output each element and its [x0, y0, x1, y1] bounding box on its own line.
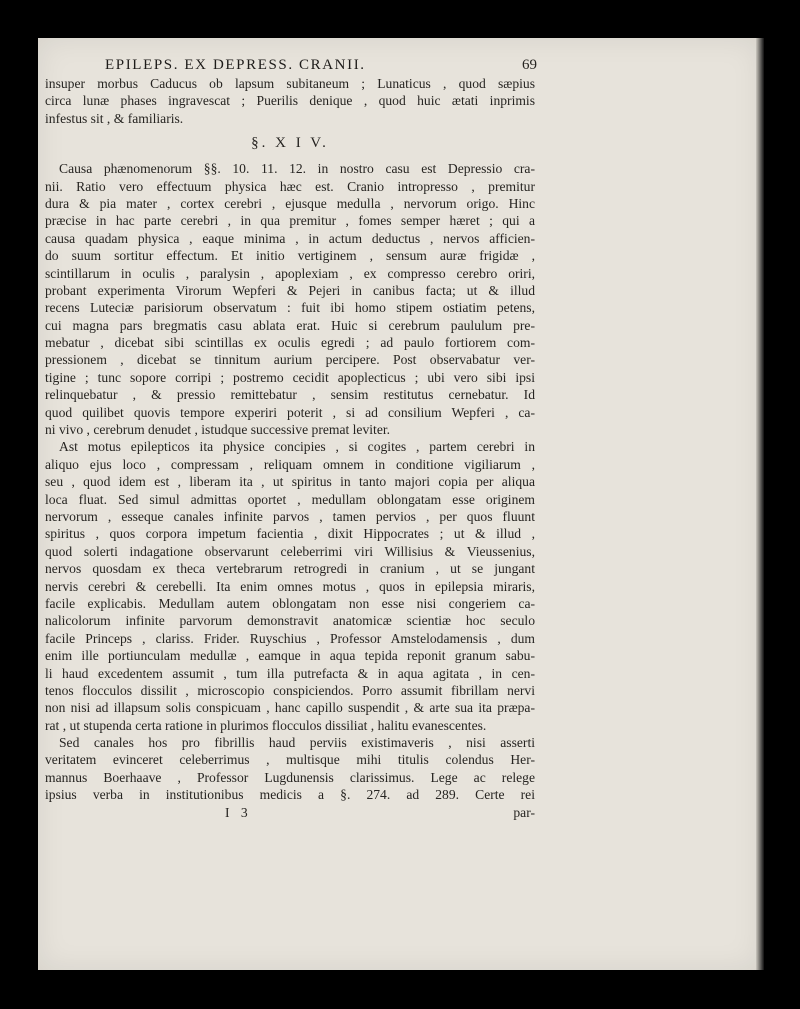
text-line: mannus Boerhaave , Professor Lugdunensis clarissimus. Lege ac relege	[45, 769, 535, 785]
text-line: rat , ut stupenda certa ratione in plurimos flocculos dissiliat , halitu evanescentes.	[45, 717, 487, 733]
text-line: facile explicabis. Medullam autem oblongatam non esse nisi congeriem ca-	[45, 595, 535, 611]
running-head	[45, 56, 535, 75]
text-line: nalicolorum infinite parvorum demonstravit anatomicæ scientiæ hoc seculo	[45, 613, 535, 629]
text-line: probant experimenta Virorum Wepferi & Pejeri in canibus facta; ut & illud	[45, 282, 535, 298]
text-line: circa lunæ phases ingravescat ; Puerilis denique , quod huic ætati inprimis	[45, 93, 535, 109]
running-head-title: EPILEPS. EX DEPRESS. CRANII.	[105, 57, 366, 73]
text-line: aliquo ejus loco , compressam , reliquam omnem in conditione vigiliarum ,	[45, 456, 535, 472]
text-line: tenos flocculos dissilit , microscopio conspiciendos. Porro assumit fibrillam nervi	[45, 682, 535, 698]
text-line: mebatur , dicebat sibi scintillas ex oculis egredi ; ad paulo fortiorem com-	[45, 335, 535, 351]
text-line: non nisi ad illapsum solis conspicuam , hanc capillo suspendit , & arte sua ita præpa-	[45, 700, 535, 716]
text-line: causa quadam physica , eaque minima , in actum deductus , nervos afficien-	[45, 230, 535, 246]
page-edge-shadow	[756, 38, 764, 970]
text-line: quod quilibet quovis tempore experiri poterit , si ad consilium Wepferi , ca-	[45, 404, 535, 420]
text-line: ni vivo , cerebrum denudet , istudque successive premat leviter.	[45, 422, 391, 438]
text-line: loca fluat. Sed simul admittas oportet , medullam oblongatam esse originem	[45, 491, 535, 507]
paragraph-1	[45, 160, 535, 438]
text-line: infestus sit , & familiaris.	[45, 110, 184, 126]
text-line: enim ille portiunculam medullæ , eamque in aqua tepida reponit granum sabu-	[45, 648, 535, 664]
text-line: cui magna pars bregmatis casu ablata erat. Huic si cerebrum paululum pre-	[45, 317, 535, 333]
text-line: Sed canales hos pro fibrillis haud perviis existimaveris , nisi asserti	[59, 735, 535, 751]
text-line: spiritus , quos corpora impetum facientia , dixit Hippocrates ; ut & illud ,	[45, 526, 535, 542]
text-line: li haud excedentem assumit , tum illa putrefacta & in aqua agitata , in cen-	[45, 665, 535, 681]
text-line: tigine ; tunc sopore corripi ; postremo cecidit apoplecticus ; ubi vero sibi ipsi	[45, 369, 535, 385]
paragraph-2	[45, 438, 535, 734]
page-footer	[45, 804, 535, 822]
text-line: recens Luteciæ parisiorum observatum : fuit ibi homo stipem ostiatim petens,	[45, 300, 535, 316]
text-line: præcise in hac parte cerebri , in qua premitur , fomes semper hæret ; qui a	[45, 213, 535, 229]
catchword: par-	[513, 804, 535, 820]
paragraph-3	[45, 734, 535, 804]
page-number: 69	[522, 57, 537, 73]
signature-mark: I 3	[225, 804, 252, 820]
page-text	[45, 56, 535, 822]
text-line: Ast motus epilepticos ita physice concipies , si cogites , partem cerebri in	[59, 439, 535, 455]
text-line: do suum sortitur effectum. Et initio vertiginem , sensum auræ frigidæ ,	[45, 248, 535, 264]
text-line: seu , quod idem est , liberam ita , ut spiritus in tanto majori copia per aliqua	[45, 474, 535, 490]
text-line: dura & pia mater , cortex cerebri , ejusque medulla , nervorum origo. Hinc	[45, 195, 535, 211]
section-heading: §. X I V.	[251, 135, 329, 152]
text-line: scintillarum in oculis , paralysin , apoplexiam , ex compresso cerebro oriri,	[45, 265, 535, 281]
text-line: insuper morbus Caducus ob lapsum subitaneum ; Lunaticus , quod sæpius	[45, 76, 535, 91]
text-line: nervorum , esseque canales infinite parvos , tamen pervios , per quos fluunt	[45, 508, 535, 524]
text-line: nervos quosdam ex theca vertebrarum retrogredi in cranium , ut se jungant	[45, 561, 535, 577]
text-line: pressionem , dicebat se tinnitum aurium percipere. Post observabatur ver-	[45, 352, 535, 368]
text-line: Causa phænomenorum §§. 10. 11. 12. in nostro casu est Depressio cra-	[59, 161, 535, 177]
text-line: relinquebatur , & pressio remittebatur , sensim restitutus cernebatur. Id	[45, 387, 535, 403]
text-line: veritatem evinceret celeberrimus , multisque mihi titulis colendus Her-	[45, 752, 535, 768]
text-line: ipsius verba in institutionibus medicis a §. 274. ad 289. Certe rei	[45, 787, 535, 803]
text-line: nii. Ratio vero effectuum physica hæc est. Cranio intropresso , premitur	[45, 178, 535, 194]
text-line: nervis cerebri & cerebelli. Ita enim omnes motus , quos in epilepsia miraris,	[45, 578, 535, 594]
text-line: quod solerti indagatione observarunt celeberrimi viri Willisius & Vieussenius,	[45, 543, 535, 559]
top-lines	[45, 75, 535, 127]
text-line: facile Princeps , clariss. Frider. Ruyschius , Professor Amstelodamensis , dum	[45, 630, 535, 646]
